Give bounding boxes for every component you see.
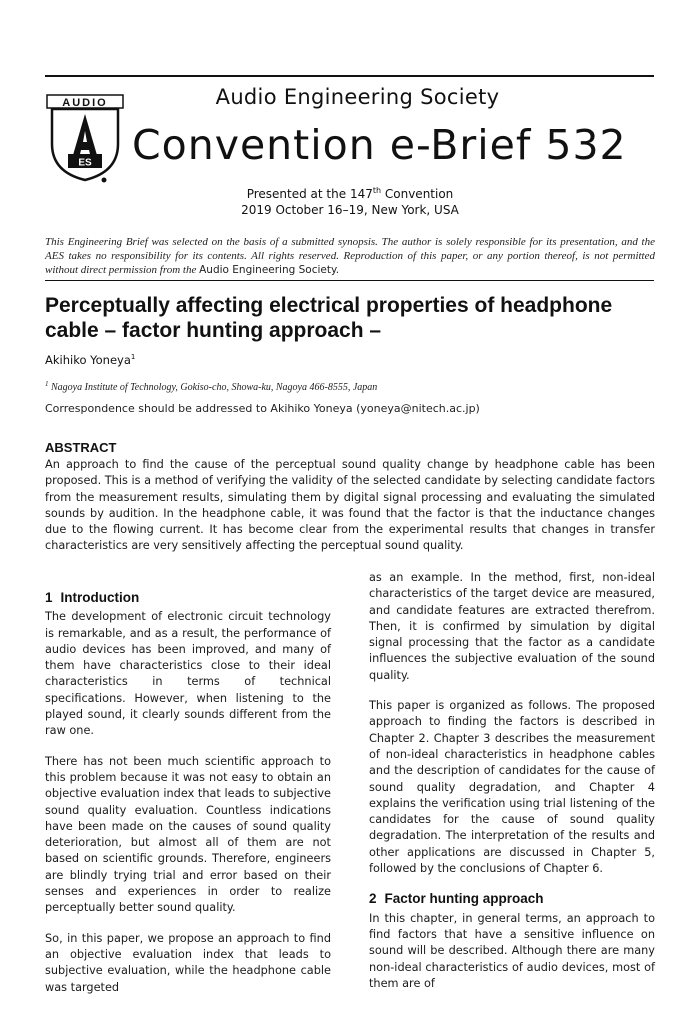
section-rule (45, 280, 654, 281)
presented-at (200, 186, 500, 218)
factor-paragraph-1: In this chapter, in general terms, an approach to find factors that have a sensitive influence on sound will be described. Although there are many non-ideal characteristics of audio devices, most of them are of (369, 911, 655, 990)
date-place: 2019 October 16–19, New York, USA (241, 203, 459, 217)
affiliation-sup: 1 (45, 380, 49, 388)
author-name: Akihiko Yoneya (45, 353, 131, 367)
intro-paragraph-1: The development of electronic circuit technology is remarkable, and as a result, the performance of audio devices has been improved, and many of them have characteristics close to their ideal characteristics in terms of technical specifications. However, when listening to the played sound, it clearly sounds different from the raw one. (45, 610, 331, 738)
section-1-title: Introduction (60, 590, 140, 605)
presented-sup: th (372, 186, 382, 195)
abstract-text: An approach to find the cause of the perceptual sound quality change by headphone cable has been proposed. This is a method of verifying the validity of the selected candidate by selecting candidate factors from the measurement results, simulating them by digital signal processing and evaluating the simulated sounds by audition. In the headphone cable, it was found that the factor is that the inductance changes due to the flowing current. It has become clear from the experimental results that changes in transfer characteristics are very sensitively affecting the perceptual sound quality. (45, 458, 655, 553)
intro-paragraph-2: There has not been much scientific approach to this problem because it was not easy to obtain an objective evaluation index that leads to subjective sound quality evaluation. Countless indications have been made on the causes of sound quality deterioration, but almost all of them are not based on scientific grounds. Therefore, engineers are blindly trying trial and error based on their senses and experiences in order to realize perceptually better sound quality. (45, 754, 331, 915)
correspondence: Correspondence should be addressed to Akihiko Yoneya (yoneya@nitech.ac.jp) (45, 402, 480, 415)
left-column (45, 590, 331, 996)
section-2-number: 2 (369, 891, 377, 907)
disclaimer (45, 235, 655, 277)
section-2-title: Factor hunting approach (384, 891, 544, 907)
intro-paragraph-3-cont: as an example. In the method, first, non-ideal characteristics of the target device are measured, and candidate features are extracted therefrom. Then, it is confirmed by simulation by digital signal processing that the factor as a candidate influences the subjective evaluation of the sound quality. (369, 571, 655, 682)
paper-title: Perceptually affecting electrical properties of headphone cable – factor hunting approach – (45, 294, 613, 342)
right-column (369, 570, 655, 992)
disclaimer-plain: Audio Engineering Society. (199, 264, 340, 276)
author (45, 353, 135, 367)
intro-paragraph-3: So, in this paper, we propose an approach to find an objective evaluation index that leads to subjective evaluation, while the headphone cable was targeted (45, 931, 331, 994)
abstract-heading: ABSTRACT (45, 440, 117, 455)
section-1-number: 1 (45, 590, 53, 605)
section-2-heading (369, 891, 655, 907)
section-1-heading (45, 590, 331, 606)
convention-title: Convention e-Brief 532 (132, 121, 627, 169)
disclaimer-italic: This Engineering Brief was selected on the basis of a submitted synopsis. The author is solely responsible for its presentation, and the AES takes no responsibility for its contents. All rights reserved. Reproduction of this paper, or any portion thereof, is not permitted without direct permission from the (45, 236, 655, 276)
aes-logo-icon (46, 94, 126, 184)
author-sup: 1 (130, 353, 136, 361)
society-name: Audio Engineering Society (215, 85, 500, 109)
presented-line (200, 186, 500, 202)
logo-top-text: AUDIO (62, 97, 108, 109)
logo-bottom-text: ES (78, 157, 92, 169)
presented-suffix: Convention (381, 187, 454, 201)
affiliation (45, 382, 377, 393)
top-rule (45, 75, 654, 77)
presented-prefix: Presented at the 147 (246, 187, 373, 201)
intro-paragraph-4: This paper is organized as follows. The proposed approach to finding the factors is described in Chapter 2. Chapter 3 describes the measurement of non-ideal characteristics in headphone cables and the description of candidates for the cause of sound quality degradation, and Chapter 4 explains the verification using trial listening of the candidates for the cause of sound quality degradation. The interpretation of the results and other applications are discussed in Chapter 5, followed by the conclusions of Chapter 6. (369, 699, 655, 876)
affiliation-text: Nagoya Institute of Technology, Gokiso-cho, Showa-ku, Nagoya 466-8555, Japan (48, 382, 378, 393)
